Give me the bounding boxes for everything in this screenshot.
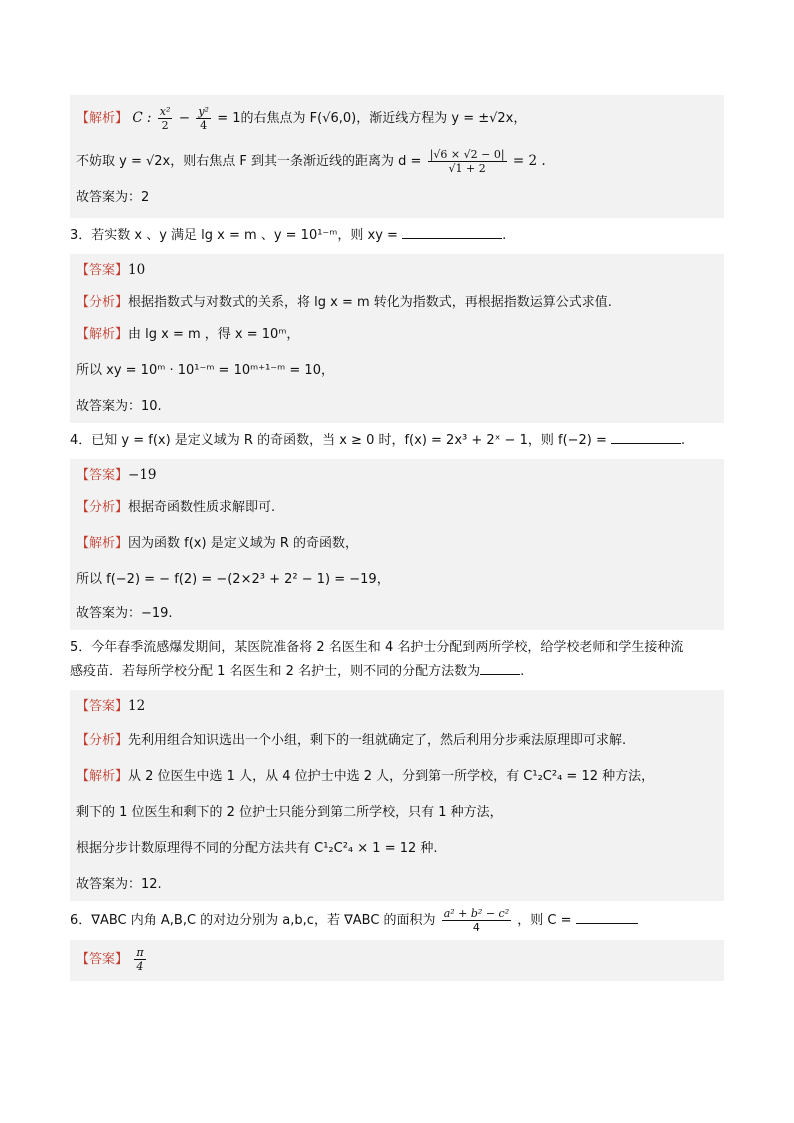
answer-blank — [402, 224, 502, 239]
answer-blank — [611, 429, 681, 444]
answer-blank — [576, 909, 638, 924]
jiexi-tag: 【解析】 — [76, 111, 129, 126]
hyperbola-term-2: $\frac{\text{y²}}{4}$ — [198, 105, 209, 132]
answer-blank — [480, 660, 520, 675]
q4-final: 故答案为：−19. — [76, 606, 173, 621]
q5-solution-2: 剩下的 1 位医生和剩下的 2 位护士只能分到第二所学校，只有 1 种方法， — [76, 805, 503, 820]
q5-stem: 5．今年春季流感爆发期间，某医院准备将 2 名医生和 4 名护士分配到两所学校，给学校老师和学生接种流 感疫苗．若每所学校分配 1 名医生和 2 名护士，则不同的分配方法数为 . — [70, 640, 684, 679]
q5-solution-1: 从 2 位医生中选 1 人，从 4 位护士中选 2 人，分到第一所学校，有 C¹₂C²₄ = 12 种方法， — [128, 769, 655, 784]
q3-answer: 10 — [128, 262, 146, 278]
q2-final-line: 故答案为：2 — [76, 190, 150, 205]
q3-final: 故答案为：10. — [76, 399, 162, 414]
q3-analysis: 根据指数式与对数式的关系，将 lg x = m 转化为指数式，再根据指数运算公式求值. — [128, 295, 612, 310]
q6-answer: $\frac{\pi}{4}$ — [136, 946, 144, 973]
q5-solution-block: 【答案】12 【分析】先利用组合知识选出一个小组，剩下的一组就确定了，然后利用分步乘法原理即可求解. 【解析】从 2 位医生中选 1 人，从 4 位护士中选 2 人，分到第一所学校，有 C¹₂C²₄ = 12 种方法， 剩下的 1 位医生和剩下的 2 位护士只能分到第二所学校，只有 1 种方法， 根据分步计数原理得不同的分配方法共有 C¹₂C²₄ × 1 = 12 种. 故答案为：12. — [70, 690, 724, 901]
q5-solution-3: 根据分步计数原理得不同的分配方法共有 C¹₂C²₄ × 1 = 12 种. — [76, 841, 438, 856]
curve-name: C : — [132, 110, 152, 126]
q4-stem: 4．已知 y = f(x) 是定义域为 R 的奇函数，当 x ≥ 0 时，f(x) = 2x³ + 2ˣ − 1，则 f(−2) = . — [70, 423, 724, 459]
q2-jiexi-line: 【解析】 C : $\frac{\text{x²}}{2}$ − $\frac{\text{y²}}{4}$ = 1的右焦点为 F(√6,0)，渐近线方程为 y = ±√2x， — [76, 105, 527, 132]
q3-solution-1: 由 lg x = m ，得 x = 10ᵐ， — [128, 327, 300, 342]
distance-fraction: $\frac{|√6 \times √2 - 0|}{√1 + 2}$ — [429, 148, 505, 175]
q6-stem: 6．∇ABC 内角 A,B,C 的对边分别为 a,b,c，若 ∇ABC 的面积为 $\frac{\text{a² + b² − c²}}{4}$ ，则 C = — [70, 901, 724, 940]
q4-analysis: 根据奇函数性质求解即可. — [128, 500, 276, 515]
q2-distance-result: = 2 . — [512, 153, 546, 169]
q4-answer: −19 — [128, 467, 157, 483]
q2-solution-block — [70, 95, 724, 218]
q6-solution-block: 【答案】 $\frac{\pi}{4}$ — [70, 940, 724, 981]
q2-distance-line — [76, 138, 718, 181]
area-fraction: $\frac{\text{a² + b² − c²}}{4}$ — [443, 907, 510, 934]
q4-solution-block: 【答案】−19 【分析】根据奇函数性质求解即可. 【解析】因为函数 f(x) 是定义域为 R 的奇函数， 所以 f(−2) = − f(2) = −(2×2³ + 2² − 1) = −19， 故答案为：−19. — [70, 459, 724, 630]
q3-solution-block: 【答案】10 【分析】根据指数式与对数式的关系，将 lg x = m 转化为指数式，再根据指数运算公式求值. 【解析】由 lg x = m ，得 x = 10ᵐ， 所以 xy = 10ᵐ · 10¹⁻ᵐ = 10ᵐ⁺¹⁻ᵐ = 10， 故答案为：10. — [70, 254, 724, 423]
q3-solution-2: 所以 xy = 10ᵐ · 10¹⁻ᵐ = 10ᵐ⁺¹⁻ᵐ = 10， — [76, 363, 334, 378]
document-page — [70, 95, 724, 981]
hyperbola-term-1: $\frac{\text{x²}}{2}$ — [159, 105, 171, 132]
q4-solution-1: 因为函数 f(x) 是定义域为 R 的奇函数， — [128, 536, 358, 551]
q2-distance-text: 不妨取 y = √2x，则右焦点 F 到其一条渐近线的距离为 d = — [76, 154, 422, 169]
q3-stem: 3．若实数 x 、y 满足 lg x = m 、y = 10¹⁻ᵐ，则 xy = . — [70, 218, 724, 254]
q5-final: 故答案为：12. — [76, 877, 162, 892]
q5-analysis: 先利用组合知识选出一个小组，剩下的一组就确定了，然后利用分步乘法原理即可求解. — [128, 733, 627, 748]
q2-jiexi-text: = 1的右焦点为 F(√6,0)，渐近线方程为 y = ±√2x， — [217, 111, 527, 126]
q5-answer: 12 — [128, 698, 146, 714]
q4-solution-2: 所以 f(−2) = − f(2) = −(2×2³ + 2² − 1) = −19， — [76, 572, 390, 587]
